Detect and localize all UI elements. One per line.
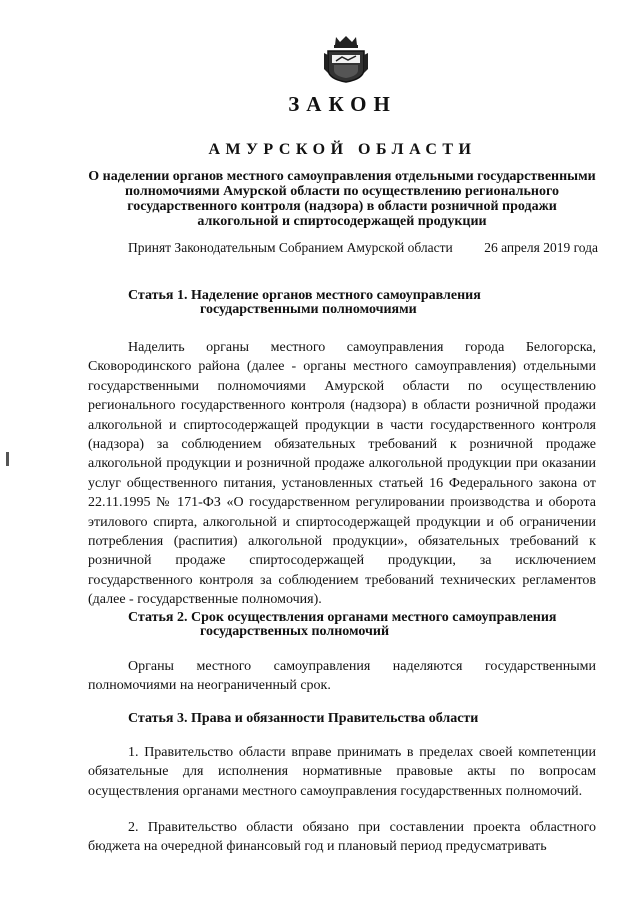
adopted-date: 26 апреля 2019 года: [484, 240, 598, 255]
coat-of-arms-icon: [322, 33, 370, 83]
scan-margin-mark: [6, 452, 9, 466]
article-3-paragraph-1: 1. Правительство области вправе принимать в пределах своей компетенции обязательные для исполнения нормативные правовые акты по вопросам осуществления органами местного самоуправления государственных полномочий.: [88, 745, 596, 799]
article-2-title: [128, 611, 557, 639]
article-2-paragraph: Органы местного самоуправления наделяются государственными полномочиями на неограниченный срок.: [88, 659, 596, 694]
adopted-by: Принят Законодательным Собранием Амурской области: [128, 240, 453, 255]
article-1-paragraph: Наделить органы местного самоуправления города Белогорска, Сковородинского района (далее - органы местного самоуправления) отдельными государственными полномочиями Амурской области по осуществлению регионального государственного контроля (надзора) в области розничной продажи алкогольной и спиртосодержащей продукции в части государственного контроля (надзора) за соблюдением обязательных требований к розничной продаже алкогольной продукции и розничной продаже алкогольной продукции при оказании услуг общественного питания, установленных статьей 16 Федерального закона от 22.11.1995 № 171-ФЗ «О государственном регулировании производства и оборота этилового спирта, алкогольной и спиртосодержащей продукции и об ограничении потребления (распития) алкогольной продукции», обязательных требований к розничной продаже спиртосодержащей продукции, за исключением государственного контроля за соблюдением требований технических регламентов (далее - государственные полномочия).: [88, 340, 596, 608]
article-3-title: [128, 712, 478, 726]
adoption-line: [128, 240, 598, 256]
law-title: ЗАКОН: [288, 92, 397, 116]
article-3-title-line1: Статья 3. Права и обязанности Правительства области: [128, 711, 479, 726]
article-1-title-line2: государственными полномочиями: [200, 302, 417, 317]
article-1-title: [128, 289, 481, 317]
article-3-paragraph-2: 2. Правительство области обязано при составлении проекта областного бюджета на очередной финансовый год и плановый период предусматривать: [88, 820, 596, 855]
article-2-title-line2: государственных полномочий: [200, 624, 390, 639]
article-2-title-line1: Статья 2. Срок осуществления органами местного самоуправления: [128, 610, 557, 625]
article-1-title-line1: Статья 1. Наделение органов местного самоуправления: [128, 288, 481, 303]
region-title: АМУРСКОЙ ОБЛАСТИ: [208, 141, 477, 158]
law-heading: О наделении органов местного самоуправления отдельными государственными полномочиями Амурской области по осуществлению регионального государственного контроля (надзора) в области розничной продажи алкогольной и спиртосодержащей продукции: [88, 169, 596, 229]
